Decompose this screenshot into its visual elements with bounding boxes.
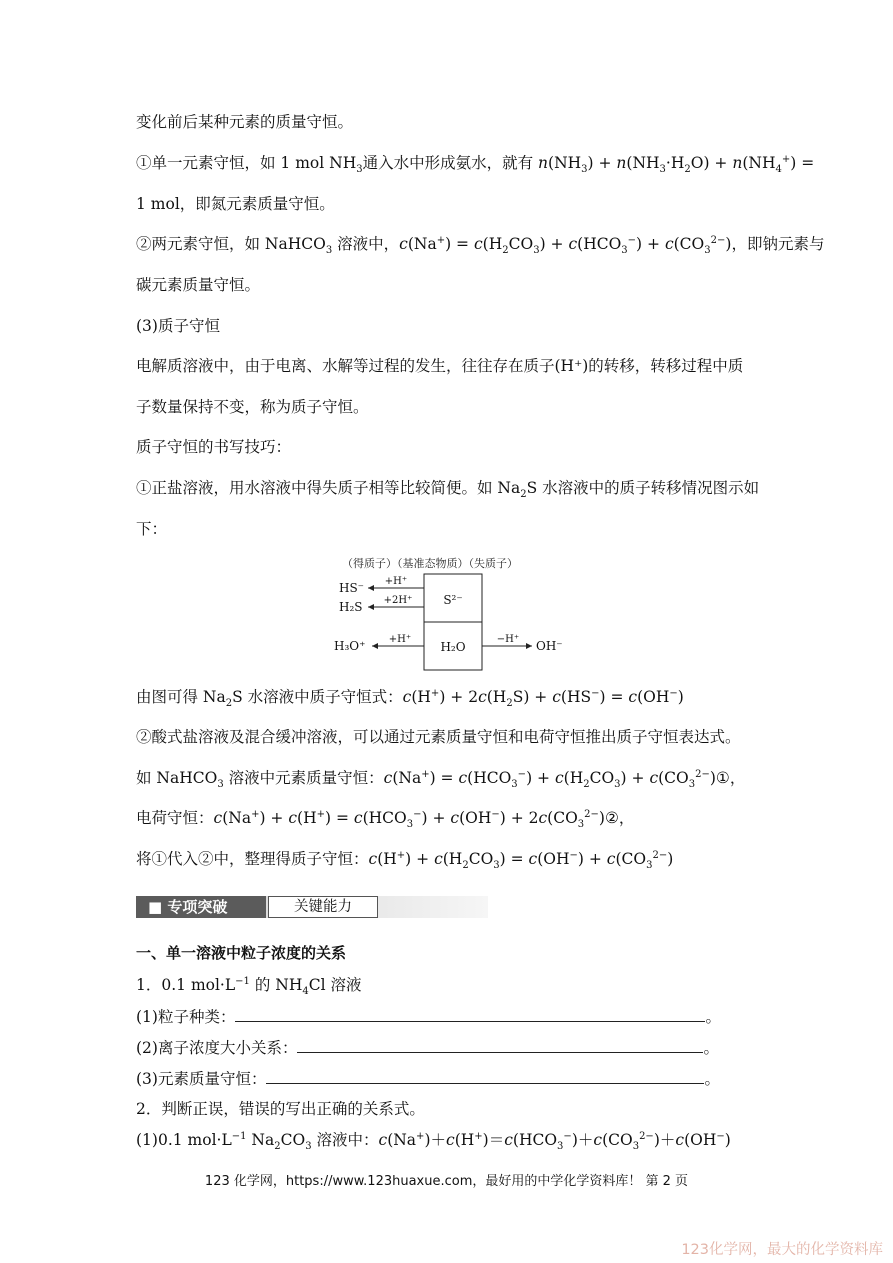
watermark: 123化学网，最大的化学资料库 bbox=[681, 1242, 883, 1258]
text-line-11: 下： bbox=[136, 520, 168, 538]
page-footer: 123 化学网，https://www.123huaxue.com，最好用的中学化学资料库！ 第 2 页 bbox=[204, 1174, 689, 1189]
text-line-8: 子数量保持不变，称为质子守恒。 bbox=[136, 398, 369, 416]
text-line-13: ②酸式盐溶液及混合缓冲溶液，可以通过元素质量守恒和电荷守恒推出质子守恒表达式。 bbox=[136, 728, 741, 746]
text-line-5: 碳元素质量守恒。 bbox=[136, 276, 261, 294]
question-2: 2．判断正误，错误的写出正确的关系式。 bbox=[136, 1100, 425, 1118]
text-line-single-element: ①单一元素守恒，如 1 mol $NH_3$通入水中形成氨水，就有 $n(NH_3) + n(NH_3\cdot H_2O) + n(NH_4^+)$ = bbox=[136, 153, 815, 176]
banner-subtitle: 关键能力 bbox=[268, 896, 378, 918]
text-line-7: 电解质溶液中，由于电离、水解等过程的发生，往往存在质子(H⁺)的转移，转移过程中质 bbox=[136, 357, 744, 375]
question-1-part-2: (2)离子浓度大小关系： 。 bbox=[136, 1039, 719, 1057]
text-line-mass-balance: 如 NaHCO$_3$ 溶液中元素质量守恒：$c(Na^+) = c(HCO_3^-) + c(H_2CO_3)$ + $c(CO_3^{2-})①$， bbox=[136, 768, 746, 791]
text-line-proton-equation: 由图可得 $Na_2S$ 水溶液中质子守恒式：$c(H^+) + 2c(H_2S) + c(HS^-) = c(OH^-)$ bbox=[136, 687, 684, 710]
question-2-part-1: (1)0.1 $mol\cdot L^{-1}$ $Na_2CO_3$ 溶液中：$c(Na^+)+c(H^+)=c(HCO_3^-)+c(CO_3^{2-})+c(OH^-)$ bbox=[136, 1130, 731, 1153]
arrow-label-oh: −H⁺ bbox=[496, 634, 520, 645]
text-line-charge-balance: 电荷守恒：$c(Na^+) + c(H^+) = c(HCO_3^-) + c(OH^-)$ + $2c(CO_3^{2-})②$， bbox=[136, 808, 635, 831]
banner-title: ■ 专项突破 bbox=[136, 896, 266, 918]
box-water-label: H₂O bbox=[440, 640, 466, 654]
proton-transfer-diagram bbox=[330, 552, 590, 672]
text-line-proton-conservation: (3)质子守恒 bbox=[136, 317, 220, 335]
answer-blank[interactable] bbox=[266, 1069, 704, 1084]
text-line-9: 质子守恒的书写技巧： bbox=[136, 438, 292, 456]
question-1: 1．0.1 $mol\cdot L^{-1}$ 的 $NH_4Cl$ 溶液 bbox=[136, 975, 362, 998]
question-1-part-3: (3)元素质量守恒： 。 bbox=[136, 1070, 720, 1088]
section-heading: 一、单一溶液中粒子浓度的关系 bbox=[136, 944, 347, 962]
text-line-normal-salt: ①正盐溶液，用水溶液中得失质子相等比较简便。如 $Na_2S$ 水溶液中的质子转移情况图示如 bbox=[136, 479, 760, 501]
text-line-3: 1 mol，即氮元素质量守恒。 bbox=[136, 195, 335, 213]
answer-blank[interactable] bbox=[297, 1038, 703, 1053]
box-sulfide-label: S²⁻ bbox=[443, 593, 463, 607]
diagram-header: （得质子）（基准态物质）（失质子） bbox=[342, 557, 518, 570]
arrow-label-hs: +H⁺ bbox=[384, 576, 408, 587]
species-h2s: H₂S bbox=[339, 600, 363, 614]
section-banner bbox=[136, 893, 488, 923]
arrow-label-h2s: +2H⁺ bbox=[383, 595, 413, 606]
answer-blank[interactable] bbox=[235, 1007, 705, 1022]
species-hs: HS⁻ bbox=[339, 581, 365, 595]
arrow-label-h3o: +H⁺ bbox=[388, 634, 412, 645]
text-line-1: 变化前后某种元素的质量守恒。 bbox=[136, 113, 354, 131]
text-line-substitution: 将①代入②中，整理得质子守恒：$c(H^+) + c(H_2CO_3) = c(OH^-) + c(CO_3^{2-})$ bbox=[136, 849, 674, 872]
species-h3o: H₃O⁺ bbox=[334, 639, 366, 653]
question-1-part-1: (1)粒子种类： 。 bbox=[136, 1008, 721, 1026]
species-oh: OH⁻ bbox=[536, 639, 563, 653]
text-line-two-elements: ②两元素守恒，如 NaHCO$_3$ 溶液中，$c(Na^+) = c(H_2CO_3) + c(HCO_3^-) + c(CO_3^{2-})$，即钠元素与 bbox=[136, 234, 825, 257]
